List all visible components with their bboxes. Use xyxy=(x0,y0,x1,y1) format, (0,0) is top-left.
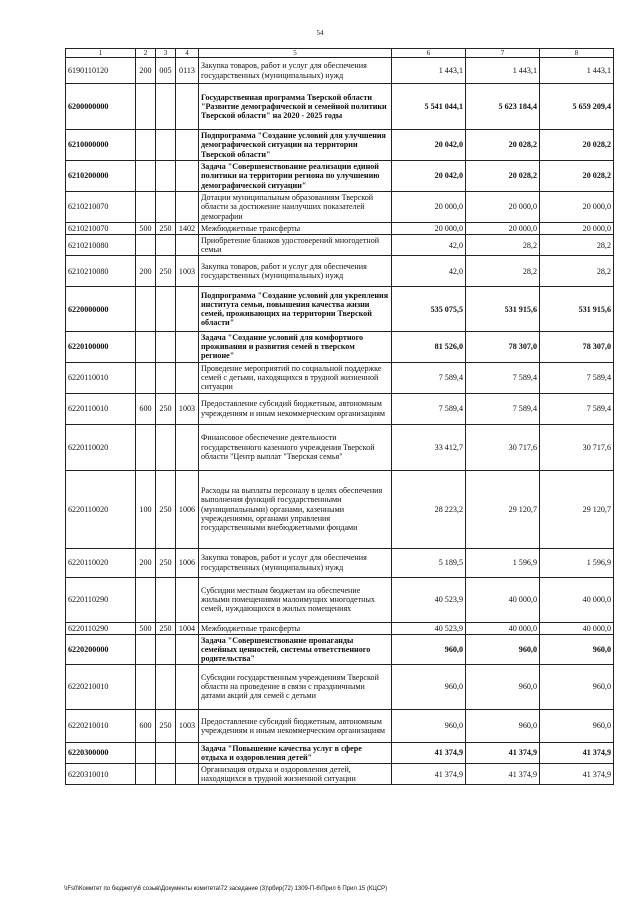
cell-amount-col6: 7 589,4 xyxy=(392,393,466,424)
cell-department: 250 xyxy=(156,223,176,235)
cell-code: 6210000000 xyxy=(66,130,136,161)
cell-amount-col6: 7 589,4 xyxy=(392,362,466,393)
cell-name: Закупка товаров, работ и услуг для обеспечения государственных (муниципальных) нужд xyxy=(199,58,392,84)
table-row xyxy=(66,709,614,742)
cell-section: 1003 xyxy=(176,709,199,742)
cell-name: Задача "Совершенствование реализации единой политики на территории региона по улучшению демографической ситуации" xyxy=(199,161,392,192)
cell-code: 6210210080 xyxy=(66,235,136,256)
cell-amount-col7: 41 374,9 xyxy=(466,742,540,763)
cell-amount-col7: 1 443,1 xyxy=(466,58,540,84)
column-header: 3 xyxy=(156,49,176,58)
table-row xyxy=(66,622,614,634)
cell-expense-type xyxy=(136,362,156,393)
cell-code: 6220110010 xyxy=(66,362,136,393)
cell-amount-col7: 7 589,4 xyxy=(466,362,540,393)
table-row xyxy=(66,470,614,548)
cell-amount-col6: 5 189,5 xyxy=(392,548,466,577)
table-header-row xyxy=(66,49,614,58)
cell-section xyxy=(176,634,199,664)
cell-code: 6220110020 xyxy=(66,548,136,577)
cell-section: 1003 xyxy=(176,256,199,287)
cell-amount-col8: 78 307,0 xyxy=(540,332,614,362)
cell-name: Дотации муниципальным образованиям Тверской области за достижение наилучших показателей демографии xyxy=(199,192,392,223)
cell-amount-col6: 20 042,0 xyxy=(392,130,466,161)
budget-table xyxy=(65,48,614,785)
cell-expense-type: 200 xyxy=(136,548,156,577)
cell-name: Задача "Повышение качества услуг в сфере отдыха и оздоровления детей" xyxy=(199,742,392,763)
cell-amount-col8: 41 374,9 xyxy=(540,764,614,785)
cell-expense-type: 200 xyxy=(136,58,156,84)
cell-expense-type: 600 xyxy=(136,709,156,742)
cell-expense-type: 500 xyxy=(136,223,156,235)
cell-amount-col8: 960,0 xyxy=(540,709,614,742)
cell-name: Проведение мероприятий по социальной поддержке семей с детьми, находящихся в трудной жизненной ситуации xyxy=(199,362,392,393)
cell-expense-type xyxy=(136,235,156,256)
cell-section xyxy=(176,130,199,161)
cell-amount-col8: 960,0 xyxy=(540,664,614,709)
table-row xyxy=(66,742,614,763)
cell-section xyxy=(176,84,199,130)
cell-amount-col8: 1 443,1 xyxy=(540,58,614,84)
cell-name: Субсидии местным бюджетам на обеспечение жилыми помещениями малоимущих многодетных семей, нуждающихся в жилых помещениях xyxy=(199,577,392,622)
cell-section xyxy=(176,742,199,763)
cell-section xyxy=(176,424,199,470)
cell-amount-col7: 531 915,6 xyxy=(466,287,540,332)
cell-department xyxy=(156,235,176,256)
cell-section xyxy=(176,577,199,622)
cell-section: 1006 xyxy=(176,548,199,577)
table-row xyxy=(66,362,614,393)
cell-expense-type xyxy=(136,742,156,763)
cell-section xyxy=(176,235,199,256)
column-header: 6 xyxy=(392,49,466,58)
table-row xyxy=(66,287,614,332)
cell-department xyxy=(156,192,176,223)
cell-department xyxy=(156,362,176,393)
cell-amount-col6: 20 000,0 xyxy=(392,223,466,235)
cell-amount-col7: 28,2 xyxy=(466,235,540,256)
cell-department xyxy=(156,742,176,763)
cell-code: 6220110020 xyxy=(66,470,136,548)
cell-code: 6220210010 xyxy=(66,709,136,742)
cell-amount-col7: 20 000,0 xyxy=(466,192,540,223)
cell-amount-col6: 41 374,9 xyxy=(392,742,466,763)
table-row xyxy=(66,548,614,577)
cell-amount-col8: 1 596,9 xyxy=(540,548,614,577)
table-row xyxy=(66,192,614,223)
cell-amount-col6: 535 075,5 xyxy=(392,287,466,332)
table-row xyxy=(66,130,614,161)
cell-department: 250 xyxy=(156,709,176,742)
cell-department xyxy=(156,634,176,664)
table-row xyxy=(66,764,614,785)
cell-section: 1003 xyxy=(176,393,199,424)
cell-amount-col7: 40 000,0 xyxy=(466,622,540,634)
cell-name: Организация отдыха и оздоровления детей, находящихся в трудной жизненной ситуации xyxy=(199,764,392,785)
cell-amount-col7: 960,0 xyxy=(466,634,540,664)
cell-expense-type xyxy=(136,84,156,130)
cell-code: 6220000000 xyxy=(66,287,136,332)
table-row xyxy=(66,84,614,130)
cell-name: Подпрограмма "Создание условий для улучшения демографической ситуации на территории Тверской области" xyxy=(199,130,392,161)
cell-code: 6200000000 xyxy=(66,84,136,130)
cell-name: Закупка товаров, работ и услуг для обеспечения государственных (муниципальных) нужд xyxy=(199,548,392,577)
table-row xyxy=(66,58,614,84)
cell-amount-col8: 30 717,6 xyxy=(540,424,614,470)
column-header: 4 xyxy=(176,49,199,58)
cell-amount-col8: 40 000,0 xyxy=(540,622,614,634)
cell-department: 250 xyxy=(156,393,176,424)
cell-expense-type xyxy=(136,287,156,332)
cell-name: Приобретение бланков удостоверений многодетной семьи xyxy=(199,235,392,256)
cell-amount-col8: 7 589,4 xyxy=(540,393,614,424)
cell-code: 6220300000 xyxy=(66,742,136,763)
cell-amount-col7: 30 717,6 xyxy=(466,424,540,470)
cell-department xyxy=(156,424,176,470)
cell-department xyxy=(156,130,176,161)
cell-amount-col8: 20 000,0 xyxy=(540,192,614,223)
cell-amount-col8: 29 120,7 xyxy=(540,470,614,548)
table-row xyxy=(66,223,614,235)
cell-amount-col8: 960,0 xyxy=(540,634,614,664)
cell-expense-type xyxy=(136,634,156,664)
cell-code: 6210200000 xyxy=(66,161,136,192)
cell-name: Межбюджетные трансферты xyxy=(199,223,392,235)
cell-code: 6220310010 xyxy=(66,764,136,785)
cell-amount-col7: 20 000,0 xyxy=(466,223,540,235)
cell-name: Закупка товаров, работ и услуг для обеспечения государственных (муниципальных) нужд xyxy=(199,256,392,287)
cell-amount-col8: 20 000,0 xyxy=(540,223,614,235)
cell-amount-col7: 7 589,4 xyxy=(466,393,540,424)
cell-department xyxy=(156,161,176,192)
cell-department: 005 xyxy=(156,58,176,84)
cell-amount-col7: 29 120,7 xyxy=(466,470,540,548)
cell-department xyxy=(156,664,176,709)
table-row xyxy=(66,393,614,424)
cell-amount-col6: 20 000,0 xyxy=(392,192,466,223)
cell-amount-col6: 81 526,0 xyxy=(392,332,466,362)
cell-amount-col6: 40 523,9 xyxy=(392,622,466,634)
cell-amount-col6: 20 042,0 xyxy=(392,161,466,192)
cell-code: 6220100000 xyxy=(66,332,136,362)
cell-amount-col7: 5 623 184,4 xyxy=(466,84,540,130)
cell-section xyxy=(176,161,199,192)
cell-amount-col8: 28,2 xyxy=(540,235,614,256)
cell-section xyxy=(176,664,199,709)
cell-amount-col6: 5 541 044,1 xyxy=(392,84,466,130)
cell-name: Предоставление субсидий бюджетным, автономным учреждениям и иным некоммерческим организациям xyxy=(199,709,392,742)
cell-name: Подпрограмма "Создание условий для укрепления института семьи, повышения качества жизни семей, проживающих на территории Тверской области" xyxy=(199,287,392,332)
cell-name: Межбюджетные трансферты xyxy=(199,622,392,634)
cell-amount-col6: 33 412,7 xyxy=(392,424,466,470)
file-path-footer: \\Fs0\Комитет по бюджету\6 созыв\Документы комитета\72 заседание (3)\рбир(72) 1309-П-6\Прил 6 Прил 15 (КЦСР) xyxy=(64,886,388,892)
cell-amount-col6: 960,0 xyxy=(392,664,466,709)
cell-department xyxy=(156,332,176,362)
cell-amount-col6: 28 223,2 xyxy=(392,470,466,548)
table-row xyxy=(66,577,614,622)
cell-amount-col7: 20 028,2 xyxy=(466,161,540,192)
cell-amount-col6: 42,0 xyxy=(392,235,466,256)
cell-section xyxy=(176,287,199,332)
cell-amount-col8: 20 028,2 xyxy=(540,161,614,192)
cell-name: Государственная программа Тверской области "Развитие демографической и семейной политики Тверской области" на 2020 - 2025 годы xyxy=(199,84,392,130)
cell-amount-col8: 28,2 xyxy=(540,256,614,287)
cell-expense-type xyxy=(136,764,156,785)
cell-code: 6210210070 xyxy=(66,223,136,235)
cell-name: Задача "Совершенствование пропаганды семейных ценностей, системы ответственного родительства" xyxy=(199,634,392,664)
cell-code: 6210210070 xyxy=(66,192,136,223)
page-number: 54 xyxy=(316,29,324,37)
cell-department: 250 xyxy=(156,548,176,577)
table-row xyxy=(66,664,614,709)
cell-expense-type xyxy=(136,332,156,362)
cell-expense-type: 600 xyxy=(136,393,156,424)
column-header: 7 xyxy=(466,49,540,58)
cell-expense-type xyxy=(136,577,156,622)
cell-amount-col6: 41 374,9 xyxy=(392,764,466,785)
cell-section xyxy=(176,362,199,393)
cell-name: Субсидии государственным учреждениям Тверской области на проведение в связи с праздничными датами акций для семей с детьми xyxy=(199,664,392,709)
table-row xyxy=(66,161,614,192)
table-row xyxy=(66,634,614,664)
cell-amount-col8: 40 000,0 xyxy=(540,577,614,622)
cell-code: 6220110290 xyxy=(66,622,136,634)
cell-section xyxy=(176,332,199,362)
cell-department xyxy=(156,287,176,332)
cell-code: 6190110120 xyxy=(66,58,136,84)
cell-department xyxy=(156,764,176,785)
cell-section xyxy=(176,192,199,223)
cell-amount-col7: 1 596,9 xyxy=(466,548,540,577)
cell-amount-col6: 42,0 xyxy=(392,256,466,287)
cell-name: Предоставление субсидий бюджетным, автономным учреждениям и иным некоммерческим организациям xyxy=(199,393,392,424)
column-header: 5 xyxy=(199,49,392,58)
cell-code: 6220110010 xyxy=(66,393,136,424)
cell-amount-col8: 5 659 209,4 xyxy=(540,84,614,130)
cell-department xyxy=(156,84,176,130)
cell-amount-col7: 41 374,9 xyxy=(466,764,540,785)
cell-amount-col7: 28,2 xyxy=(466,256,540,287)
cell-amount-col7: 20 028,2 xyxy=(466,130,540,161)
cell-amount-col7: 40 000,0 xyxy=(466,577,540,622)
cell-section: 1004 xyxy=(176,622,199,634)
cell-section: 1402 xyxy=(176,223,199,235)
cell-department: 250 xyxy=(156,256,176,287)
cell-amount-col6: 1 443,1 xyxy=(392,58,466,84)
cell-section: 1006 xyxy=(176,470,199,548)
cell-department: 250 xyxy=(156,622,176,634)
column-header: 1 xyxy=(66,49,136,58)
cell-amount-col8: 531 915,6 xyxy=(540,287,614,332)
cell-code: 6220200000 xyxy=(66,634,136,664)
cell-amount-col7: 960,0 xyxy=(466,664,540,709)
cell-name: Расходы на выплаты персоналу в целях обеспечения выполнения функций государственными (муниципальными) органами, казенными учреждениями, органами управления государственными внебюджетными фондами xyxy=(199,470,392,548)
cell-code: 6220210010 xyxy=(66,664,136,709)
cell-amount-col8: 20 028,2 xyxy=(540,130,614,161)
cell-section: 0113 xyxy=(176,58,199,84)
cell-amount-col6: 960,0 xyxy=(392,709,466,742)
table-row xyxy=(66,235,614,256)
cell-department xyxy=(156,577,176,622)
cell-expense-type xyxy=(136,161,156,192)
cell-amount-col7: 78 307,0 xyxy=(466,332,540,362)
cell-amount-col8: 41 374,9 xyxy=(540,742,614,763)
cell-amount-col6: 40 523,9 xyxy=(392,577,466,622)
cell-expense-type xyxy=(136,664,156,709)
cell-amount-col7: 960,0 xyxy=(466,709,540,742)
cell-expense-type xyxy=(136,192,156,223)
cell-expense-type xyxy=(136,130,156,161)
cell-amount-col8: 7 589,4 xyxy=(540,362,614,393)
column-header: 2 xyxy=(136,49,156,58)
cell-name: Финансовое обеспечение деятельности государственного казенного учреждения Тверской области "Центр выплат "Тверская семья" xyxy=(199,424,392,470)
cell-code: 6220110020 xyxy=(66,424,136,470)
cell-expense-type: 100 xyxy=(136,470,156,548)
cell-amount-col6: 960,0 xyxy=(392,634,466,664)
cell-section xyxy=(176,764,199,785)
cell-name: Задача "Создание условий для комфортного проживания и развития семей в тверском регионе" xyxy=(199,332,392,362)
cell-expense-type xyxy=(136,424,156,470)
cell-code: 6220110290 xyxy=(66,577,136,622)
table-row xyxy=(66,256,614,287)
table-row xyxy=(66,424,614,470)
cell-department: 250 xyxy=(156,470,176,548)
column-header: 8 xyxy=(540,49,614,58)
table-row xyxy=(66,332,614,362)
cell-expense-type: 200 xyxy=(136,256,156,287)
cell-expense-type: 500 xyxy=(136,622,156,634)
cell-code: 6210210080 xyxy=(66,256,136,287)
